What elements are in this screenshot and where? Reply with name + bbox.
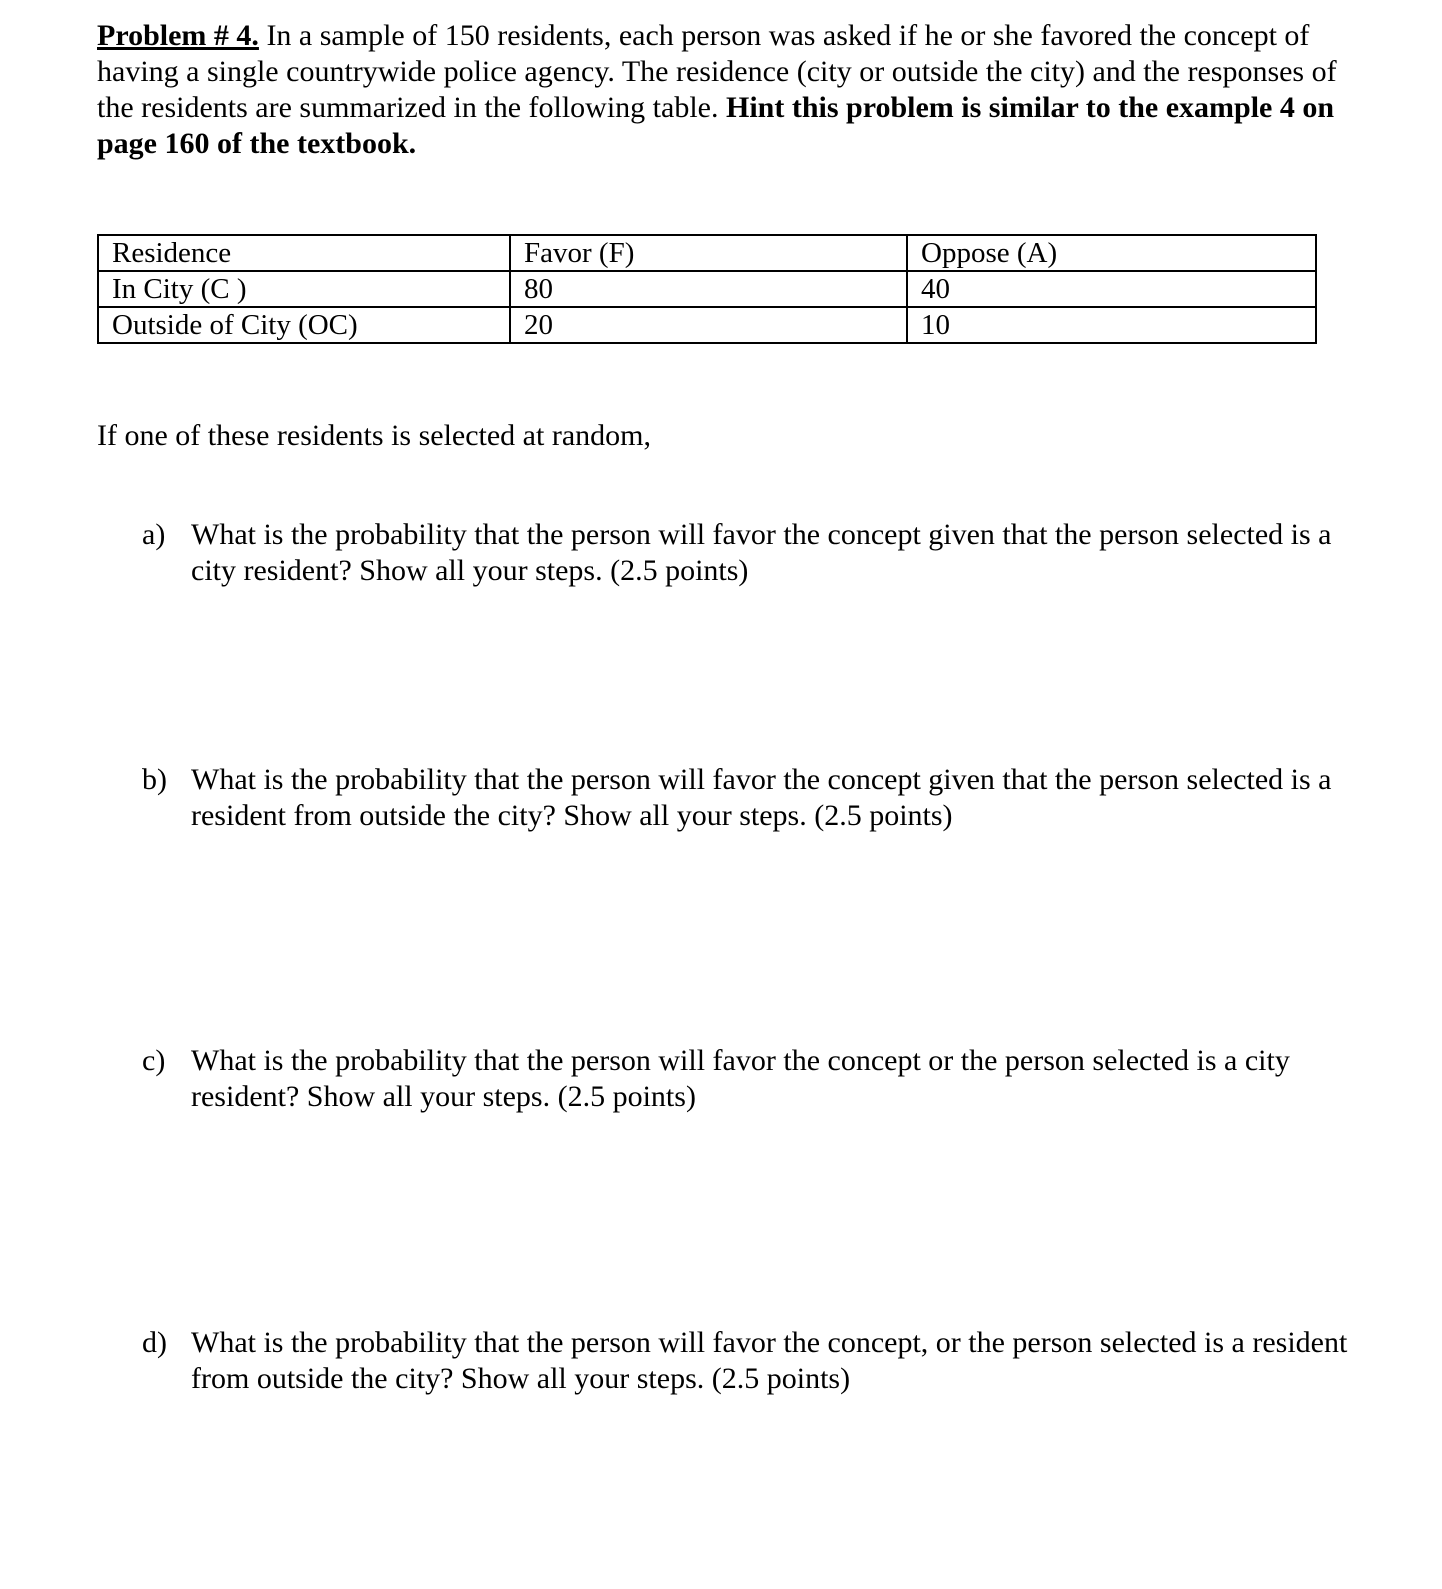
problem-text: In a sample of 150 residents, each person was asked if he or she favored the concept of having a single countrywide police agency. The residence (city or outside the city) and the responses of the residents are summarized in the following table. — [97, 19, 1337, 124]
question-text: What is the probability that the person will favor the concept or the person selected is a city resident? Show all your steps. (2.5 points) — [191, 1044, 1290, 1113]
question-letter: a) — [142, 518, 166, 551]
table-header-row — [98, 235, 1316, 271]
table-cell: 80 — [510, 271, 907, 307]
question-c — [142, 1043, 1382, 1115]
table-row — [98, 271, 1316, 307]
table-header-cell: Residence — [98, 235, 510, 271]
question-d — [142, 1325, 1382, 1397]
question-text: What is the probability that the person will favor the concept given that the person selected is a resident from outside the city? Show all your steps. (2.5 points) — [191, 763, 1332, 832]
table-cell: 40 — [907, 271, 1316, 307]
question-letter: d) — [142, 1326, 167, 1359]
table-row — [98, 307, 1316, 343]
problem-heading: Problem # 4. — [97, 19, 259, 52]
residents-table — [97, 234, 1317, 344]
question-b — [142, 762, 1382, 834]
question-letter: c) — [142, 1044, 166, 1077]
table-cell: Outside of City (OC) — [98, 307, 510, 343]
problem-hint: Hint this problem is similar to the example 4 on page 160 of the textbook. — [97, 91, 1335, 160]
selection-lead-text: If one of these residents is selected at random, — [97, 419, 651, 452]
table-cell: 10 — [907, 307, 1316, 343]
problem-statement — [97, 18, 1367, 162]
table-header-cell: Favor (F) — [510, 235, 907, 271]
table-cell: In City (C ) — [98, 271, 510, 307]
question-letter: b) — [142, 763, 167, 796]
question-a — [142, 517, 1382, 589]
question-text: What is the probability that the person will favor the concept given that the person selected is a city resident? Show all your steps. (2.5 points) — [191, 518, 1332, 587]
question-text: What is the probability that the person will favor the concept, or the person selected is a resident from outside the city? Show all your steps. (2.5 points) — [191, 1326, 1348, 1395]
table-header-cell: Oppose (A) — [907, 235, 1316, 271]
table-cell: 20 — [510, 307, 907, 343]
